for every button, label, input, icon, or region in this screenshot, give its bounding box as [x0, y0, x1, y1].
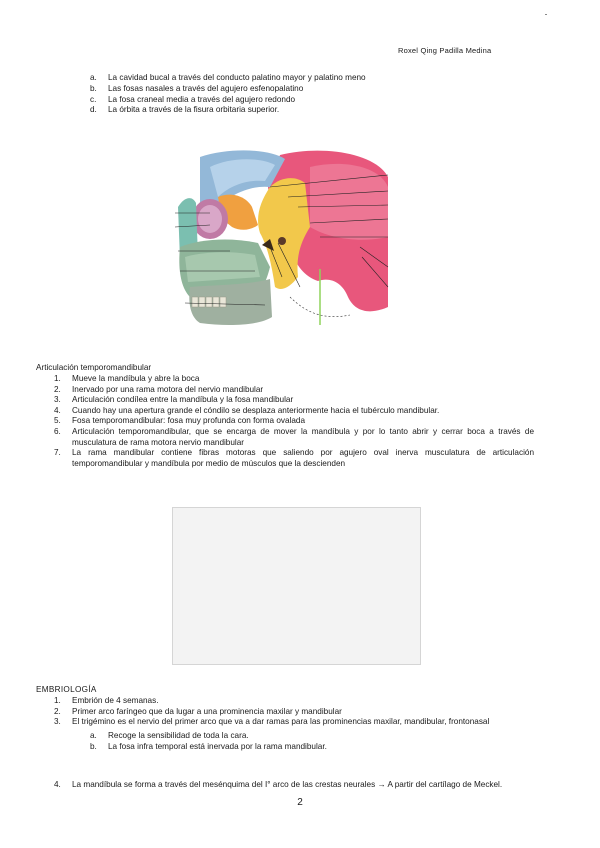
list-item: b. Las fosas nasales a través del agujero esfenopalatino — [90, 83, 304, 93]
embriologia-item-4 — [54, 780, 554, 791]
list-item: 6. Articulación temporomandibular, que se encarga de mover la mandíbula y por lo tanto abrir y cerrar boca a través de musculatura de rama motora nervio mandibular — [54, 426, 534, 447]
top-list — [90, 73, 510, 116]
list-item: 3. Articulación condílea entre la mandíbula y la fosa mandibular — [54, 395, 294, 405]
list-item: a. La cavidad bucal a través del conducto palatino mayor y palatino meno — [90, 73, 366, 82]
list-item: 7. La rama mandibular contiene fibras motoras que saliendo por agujero oval inerva musculatura de articulación temporomandibular y mandíbula por medio de músculos que la descienden — [54, 448, 534, 468]
page-number: 2 — [297, 797, 303, 808]
list-item: b. La fosa infra temporal está inervada por la rama mandibular. — [90, 741, 327, 751]
header-author: Roxel Qing Padilla Medina — [398, 46, 492, 55]
list-item: 2. Inervado por una rama motora del nervio mandibular — [54, 384, 264, 394]
list-item: 1. Embrión de 4 semanas. — [54, 696, 159, 705]
atm-list — [54, 374, 534, 469]
list-item: c. La fosa craneal media a través del agujero redondo — [90, 94, 296, 104]
list-item: 4. Cuando hay una apertura grande el cóndilo se desplaza anteriormente hacia el tubérculo mandibular. — [54, 405, 440, 415]
list-item: a. Recoge la sensibilidad de toda la cara. — [90, 731, 249, 740]
list-item: 4. La mandíbula se forma a través del mesénquima del I° arco de las crestas neurales → A partir del cartílago de Meckel. — [54, 780, 503, 789]
list-item: 5. Fosa temporomandibular: fosa muy profunda con forma ovalada — [54, 416, 306, 426]
section-title-atm: Articulación temporomandibular — [36, 363, 152, 372]
list-item: 2. Primer arco faríngeo que da lugar a una prominencia maxilar y mandibular — [54, 706, 342, 716]
embriologia-sub-list — [90, 731, 490, 752]
embriologia-list — [54, 696, 544, 728]
list-item: 3. El trigémino es el nervio del primer arco que va a dar ramas para las prominencias maxilar, mandibular, frontonasal — [54, 717, 490, 727]
skull-illustration — [170, 147, 390, 332]
list-item: d. La órbita a través de la fisura orbitaria superior. — [90, 105, 280, 115]
list-item: 1. Mueve la mandíbula y abre la boca — [54, 374, 200, 383]
corner-mark — [545, 14, 547, 15]
section-title-embriologia: EMBRIOLOGÍA — [36, 685, 97, 694]
image-placeholder — [172, 507, 421, 665]
